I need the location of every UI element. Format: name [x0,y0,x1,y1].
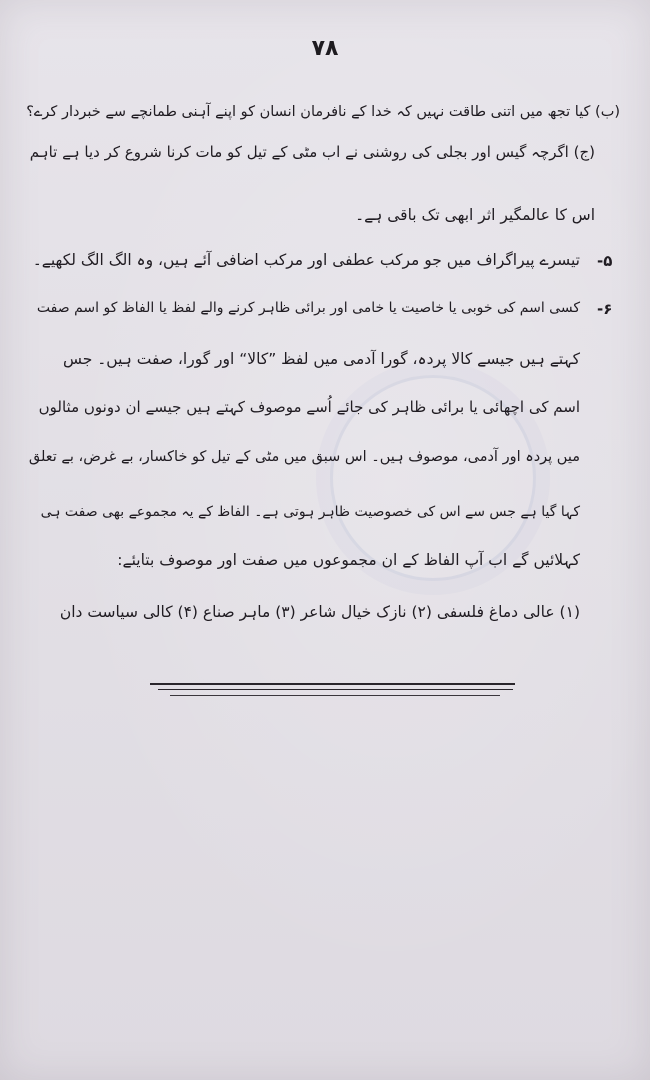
adjective-phrase-list: (۱) عالی دماغ فلسفی (۲) نازک خیال شاعر (۳) ماہر صناع (۴) کالی سیاست دان [59,603,580,621]
item-6-line-3: اسم کی اچھائی یا برائی ظاہر کی جائے اُسے موصوف کہتے ہیں جیسے ان دونوں مثالوں [38,398,580,416]
item-6-line-2: کہتے ہیں جیسے کالا پردہ، گورا آدمی میں لفظ ”کالا“ اور گورا، صفت ہیں۔ جس [62,350,580,368]
item-6-line-6: کہلائیں گے اب آپ الفاظ کے ان مجموعوں میں صفت اور موصوف بتایئے: [117,551,580,569]
item-number-5: -۵ [597,252,613,270]
item-number-6: -۶ [597,300,613,318]
divider-rule-bottom [170,695,500,696]
item-6-line-1: کسی اسم کی خوبی یا خاصیت یا خامی اور برائی ظاہر کرنے والے لفظ یا الفاظ کو اسم صفت [36,300,580,316]
divider-rule-middle [158,689,513,690]
item-6-line-4: میں پردہ اور آدمی، موصوف ہیں۔ اس سبق میں مٹی کے تیل کو خاکسار، بے غرض، بے تعلق [28,449,580,465]
sentence-j-line-2: اس کا عالمگیر اثر ابھی تک باقی ہے۔ [355,206,595,224]
sentence-b: (ب) کیا تجھ میں اتنی طاقت نہیں کہ خدا کے نافرمان انسان کو اپنے آہنی طمانچے سے خبردار کرے؟ [26,104,620,120]
item-5-text: تیسرے پیراگراف میں جو مرکب عطفی اور مرکب اضافی آئے ہیں، وہ الگ الگ لکھیے۔ [32,251,580,269]
divider-rule-top [150,683,515,685]
item-6-line-5: کہا گیا ہے جس سے اس کی خصوصیت ظاہر ہوتی ہے۔ الفاظ کے یہ مجموعے بھی صفت ہی [40,504,580,520]
sentence-j-line-1: (ج) اگرچہ گیس اور بجلی کی روشنی نے اب مٹی کے تیل کو مات کرنا شروع کر دیا ہے تاہم [29,143,595,161]
page-number: ۷۸ [311,36,339,61]
